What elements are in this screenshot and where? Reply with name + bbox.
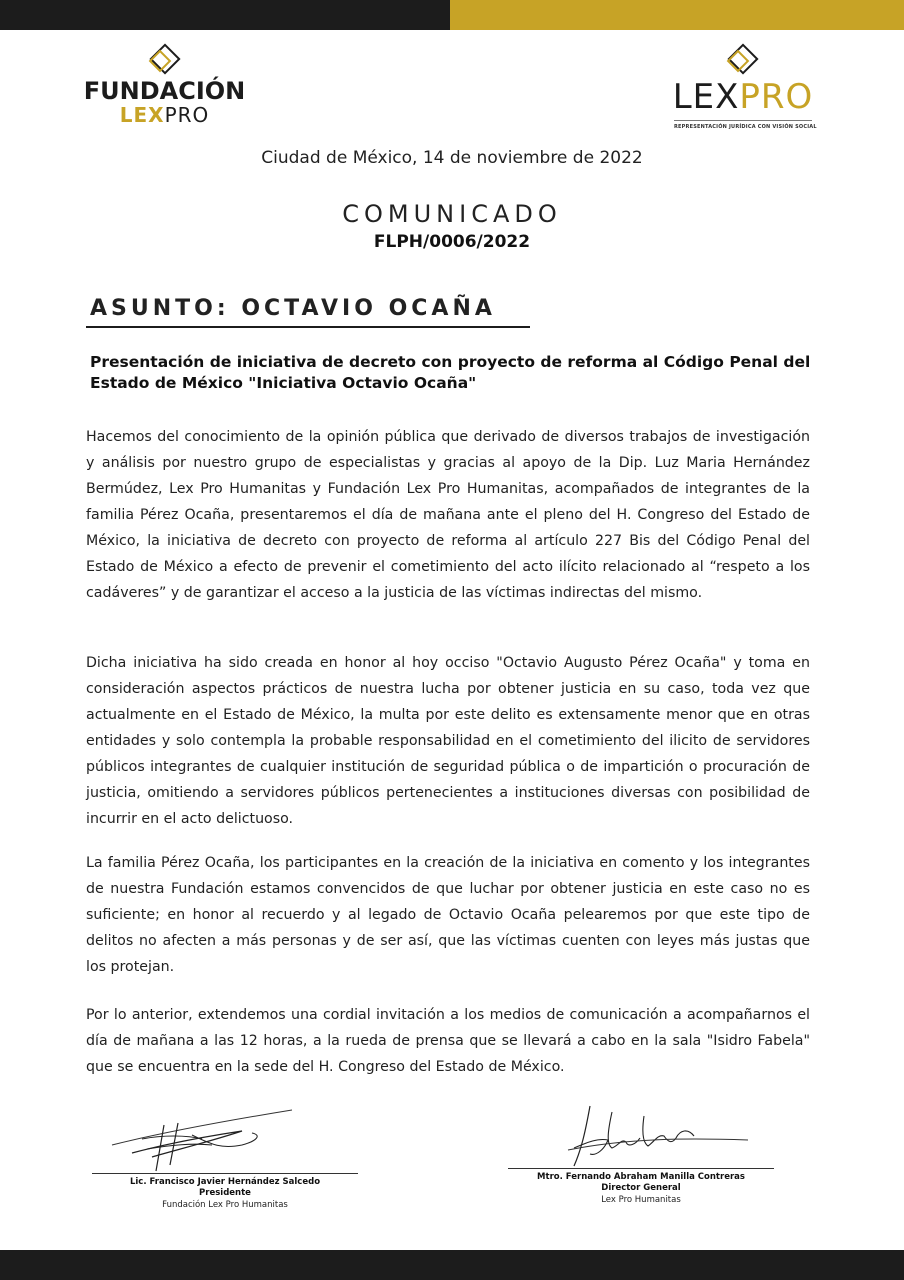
document-date: Ciudad de México, 14 de noviembre de 2022 (261, 148, 643, 168)
signature-block-left (92, 1105, 358, 1211)
logo-lexpro-text (82, 104, 247, 126)
handwritten-signature-left (92, 1105, 358, 1173)
asunto-heading: ASUNTO: OCTAVIO OCAÑA (90, 296, 496, 321)
signature-line (92, 1173, 358, 1174)
diamond-logo-icon (726, 42, 760, 76)
document-subtitle: Presentación de iniciativa de decreto con proyecto de reforma al Código Penal del Estado de México "Iniciativa Octavio Ocaña" (90, 353, 811, 392)
logo-lex-big: LEX (672, 77, 740, 117)
top-bar-gold (450, 0, 904, 30)
document-title: COMUNICADO (342, 200, 562, 228)
bottom-bar (0, 1250, 904, 1280)
fundacion-lexpro-logo (82, 42, 247, 126)
signer-name: Mtro. Fernando Abraham Manilla Contreras (537, 1172, 745, 1182)
signer-role: Presidente (199, 1188, 251, 1198)
document-folio: FLPH/0006/2022 (373, 232, 531, 252)
logo-lexpro-big-text (668, 78, 818, 116)
signer-role: Director General (601, 1183, 681, 1193)
top-bar-dark (0, 0, 450, 30)
lexpro-logo (668, 42, 818, 130)
paragraph: Dicha iniciativa ha sido creada en honor al hoy occiso "Octavio Augusto Pérez Ocaña" y toma en consideración aspectos prácticos de nuestra lucha por obtener justicia en su caso, toda vez que actualmente en el Estado de México, la multa por este delito es extensamente menor que en otras entidades y solo contempla la probable responsabilidad en el cometimiento del ilicito de servidores públicos integrantes de cualquier institución de seguridad pública o de impartición o procuración de justicia, omitiendo a servidores públicos pertenecientes a instituciones diversas con posibilidad de incurrir en el acto delictuoso. (86, 655, 810, 827)
logo-fundacion-text: FUNDACIÓN (83, 77, 246, 105)
logo-pro: PRO (164, 103, 210, 127)
logo-lex: LEX (119, 103, 165, 127)
logo-pro-big: PRO (739, 77, 814, 117)
signer-organization: Fundación Lex Pro Humanitas (162, 1200, 288, 1210)
logo-tagline: REPRESENTACIÓN JURÍDICA CON VISIÓN SOCIAL (674, 120, 812, 130)
asunto-underline (86, 326, 530, 328)
signature-block-right (508, 1098, 774, 1206)
handwritten-signature-right (508, 1098, 774, 1168)
signature-line (508, 1168, 774, 1169)
signer-name: Lic. Francisco Javier Hernández Salcedo (129, 1177, 321, 1187)
paragraph: La familia Pérez Ocaña, los participantes en la creación de la iniciativa en comento y los integrantes de nuestra Fundación estamos convencidos de que luchar por obtener justicia en este caso no es suficiente; en honor al recuerdo y al legado de Octavio Ocaña pelearemos por que este tipo de delitos no afecten a más personas y de ser así, que las víctimas cuenten con leyes más justas que los protejan. (86, 855, 810, 975)
paragraph: Hacemos del conocimiento de la opinión pública que derivado de diversos trabajos de investigación y análisis por nuestro grupo de especialistas y gracias al apoyo de la Dip. Luz Maria Hernández Bermúdez, Lex Pro Humanitas y Fundación Lex Pro Humanitas, acompañados de integrantes de la familia Pérez Ocaña, presentaremos el día de mañana ante el pleno del H. Congreso del Estado de México, la iniciativa de decreto con proyecto de reforma al artículo 227 Bis del Código Penal del Estado de México a efecto de prevenir el cometimiento del acto ilícito relacionado al “respeto a los cadáveres” y de garantizar el acceso a la justicia de las víctimas indirectas del mismo. (86, 429, 810, 601)
paragraph: Por lo anterior, extendemos una cordial invitación a los medios de comunicación a acompañarnos el día de mañana a las 12 horas, a la rueda de prensa que se llevará a cabo en la sala "Isidro Fabela" que se encuentra en la sede del H. Congreso del Estado de México. (86, 1007, 810, 1075)
signer-organization: Lex Pro Humanitas (601, 1195, 681, 1205)
diamond-logo-icon (148, 42, 182, 76)
